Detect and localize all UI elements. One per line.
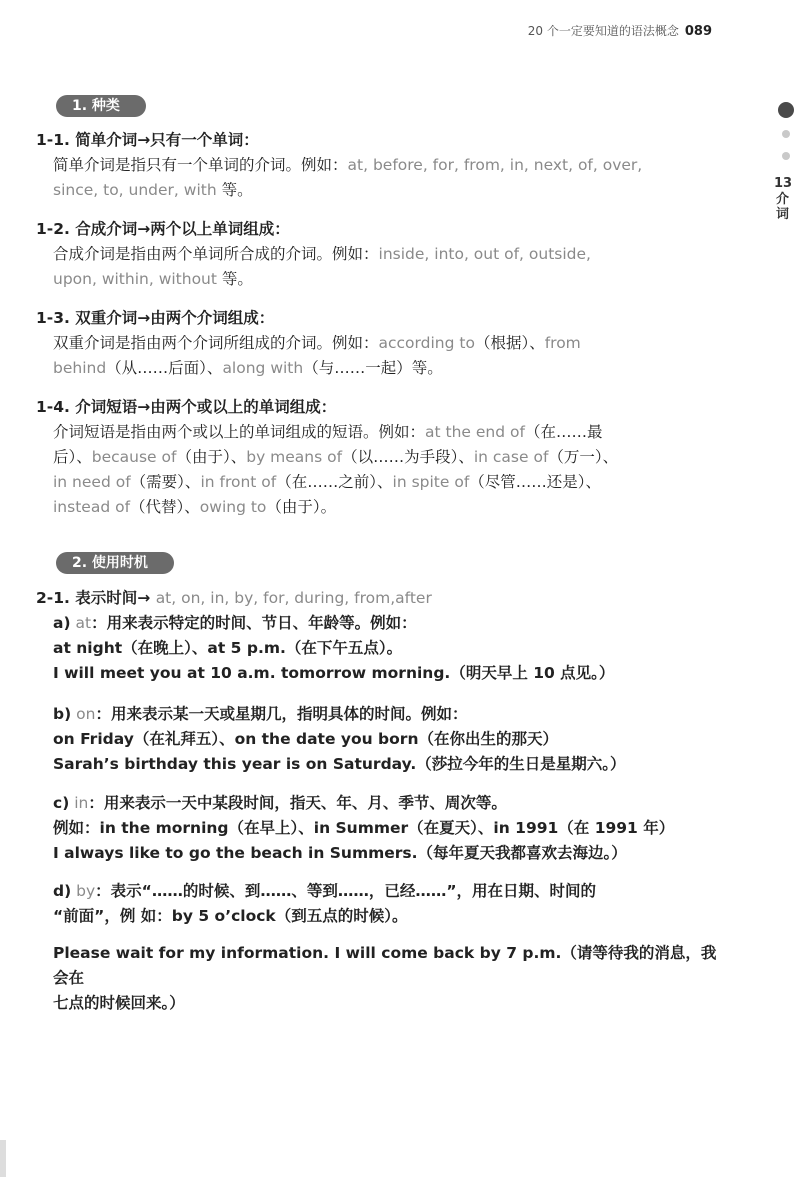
item-heading: 1-4. 介词短语→由两个或以上的单词组成： bbox=[36, 398, 337, 416]
body-zh: （根据）、 bbox=[474, 334, 545, 352]
usage-desc: ：用来表示特定的时间、节日、年龄等。例如： bbox=[91, 614, 417, 632]
body-zh: （在……之前）、 bbox=[276, 473, 393, 491]
body-en: upon, within, without bbox=[53, 270, 217, 288]
body-zh: （尽管……还是）、 bbox=[469, 473, 602, 491]
body-en: in need of bbox=[53, 473, 131, 491]
page-edge-shadow bbox=[0, 1140, 6, 1177]
usage-word: by bbox=[76, 882, 96, 900]
usage-label: c) bbox=[53, 794, 70, 812]
body-zh: 双重介词是指由两个介词所组成的介词。例如： bbox=[53, 334, 379, 352]
item-heading: 1-1. 简单介词→只有一个单词： bbox=[36, 131, 259, 149]
item-1-2 bbox=[36, 217, 726, 292]
body-en: from bbox=[544, 334, 581, 352]
body-zh: 等。 bbox=[221, 181, 253, 199]
chapter-number: 13 bbox=[774, 176, 793, 191]
body-zh: 等。 bbox=[221, 270, 253, 288]
item-2-1 bbox=[36, 586, 726, 686]
usage-example: Please wait for my information. I will come back by 7 p.m.（请等待我的消息，我会在 bbox=[53, 944, 717, 987]
usage-c bbox=[36, 791, 726, 866]
usage-d-block bbox=[36, 879, 726, 1016]
body-en: along with bbox=[222, 359, 304, 377]
usage-desc: ：用来表示某一天或星期几，指明具体的时间。例如： bbox=[95, 705, 468, 723]
usage-d bbox=[36, 879, 726, 1016]
usage-example: at night（在晚上）、at 5 p.m.（在下午五点）。 bbox=[53, 639, 403, 657]
usage-desc: ：表示“……的时候、到……、等到……，已经……”，用在日期、时间的 bbox=[95, 882, 597, 900]
item-1-3 bbox=[36, 306, 726, 381]
usage-word: on bbox=[76, 705, 96, 723]
section-pill-usage: 2. 使用时机 bbox=[56, 552, 174, 574]
usage-word: in bbox=[74, 794, 89, 812]
body-zh: （在……最 bbox=[524, 423, 603, 441]
usage-b-block bbox=[36, 702, 726, 777]
body-en: instead of bbox=[53, 498, 131, 516]
usage-example: 七点的时候回来。） bbox=[53, 994, 185, 1012]
body-zh: （需要）、 bbox=[130, 473, 201, 491]
body-en: according to bbox=[378, 334, 475, 352]
item-body bbox=[36, 153, 726, 203]
header-title: 20 个一定要知道的语法概念 bbox=[527, 24, 679, 38]
body-en: in spite of bbox=[392, 473, 470, 491]
usage-example: on Friday（在礼拜五）、on the date you born（在你出生的那天） bbox=[53, 730, 558, 748]
page-number: 089 bbox=[684, 24, 712, 39]
body-en: behind bbox=[53, 359, 107, 377]
body-en: owing to bbox=[199, 498, 267, 516]
usage-word: at bbox=[75, 614, 92, 632]
usage-desc: ：用来表示一天中某段时间，指天、年、月、季节、周次等。 bbox=[88, 794, 507, 812]
item-heading bbox=[36, 586, 726, 611]
item-body bbox=[36, 420, 726, 520]
usage-label: d) bbox=[53, 882, 72, 900]
body-zh: （由于）、 bbox=[176, 448, 247, 466]
usage-a bbox=[36, 611, 726, 686]
chapter-marker-dot-light bbox=[782, 152, 790, 160]
body-zh: （万一）、 bbox=[548, 448, 619, 466]
running-header bbox=[0, 22, 712, 39]
heading-en: at, on, in, by, for, during, from,after bbox=[155, 589, 432, 607]
item-1-4 bbox=[36, 395, 726, 520]
body-zh: （以……为手段）、 bbox=[342, 448, 474, 466]
heading-zh: 2-1. 表示时间→ bbox=[36, 589, 151, 607]
chapter-marker-dot-light bbox=[782, 130, 790, 138]
item-body bbox=[36, 242, 726, 292]
body-en: in case of bbox=[473, 448, 549, 466]
body-zh: 后）、 bbox=[53, 448, 92, 466]
item-body bbox=[36, 331, 726, 381]
usage-desc: “前面”，例 如：by 5 o’clock（到五点的时候）。 bbox=[53, 907, 408, 925]
body-en: because of bbox=[91, 448, 177, 466]
chapter-marker-dot bbox=[778, 102, 794, 118]
body-zh: 介词短语是指由两个或以上的单词组成的短语。例如： bbox=[53, 423, 426, 441]
usage-example: I always like to go the beach in Summers.（每年夏天我都喜欢去海边。） bbox=[53, 844, 627, 862]
usage-label: a) bbox=[53, 614, 71, 632]
body-zh: 简单介词是指只有一个单词的介词。例如： bbox=[53, 156, 348, 174]
item-1-1 bbox=[36, 128, 726, 203]
body-zh: （由于）。 bbox=[266, 498, 337, 516]
section-pill-types: 1. 种类 bbox=[56, 95, 146, 117]
body-zh: （从……后面）、 bbox=[106, 359, 223, 377]
usage-example: Sarah’s birthday this year is on Saturday.（莎拉今年的生日是星期六。） bbox=[53, 755, 626, 773]
body-en: inside, into, out of, outside, bbox=[378, 245, 591, 263]
usage-label: b) bbox=[53, 705, 72, 723]
item-heading: 1-3. 双重介词→由两个介词组成： bbox=[36, 309, 275, 327]
chapter-label: 介词 bbox=[776, 192, 790, 222]
body-zh: （与……一起）等。 bbox=[303, 359, 443, 377]
item-heading: 1-2. 合成介词→两个以上单词组成： bbox=[36, 220, 290, 238]
usage-example: 例如：in the morning（在早上）、in Summer（在夏天）、in 1991（在 1991 年） bbox=[53, 819, 675, 837]
body-en: by means of bbox=[246, 448, 343, 466]
body-en: in front of bbox=[200, 473, 277, 491]
usage-b bbox=[36, 702, 726, 777]
body-zh: 合成介词是指由两个单词所合成的介词。例如： bbox=[53, 245, 379, 263]
body-en: at the end of bbox=[425, 423, 525, 441]
body-zh: （代替）、 bbox=[130, 498, 200, 516]
usage-c-block bbox=[36, 791, 726, 866]
usage-example: I will meet you at 10 a.m. tomorrow morning.（明天早上 10 点见。） bbox=[53, 664, 615, 682]
body-en: since, to, under, with bbox=[53, 181, 217, 199]
body-en: at, before, for, from, in, next, of, over, bbox=[347, 156, 643, 174]
